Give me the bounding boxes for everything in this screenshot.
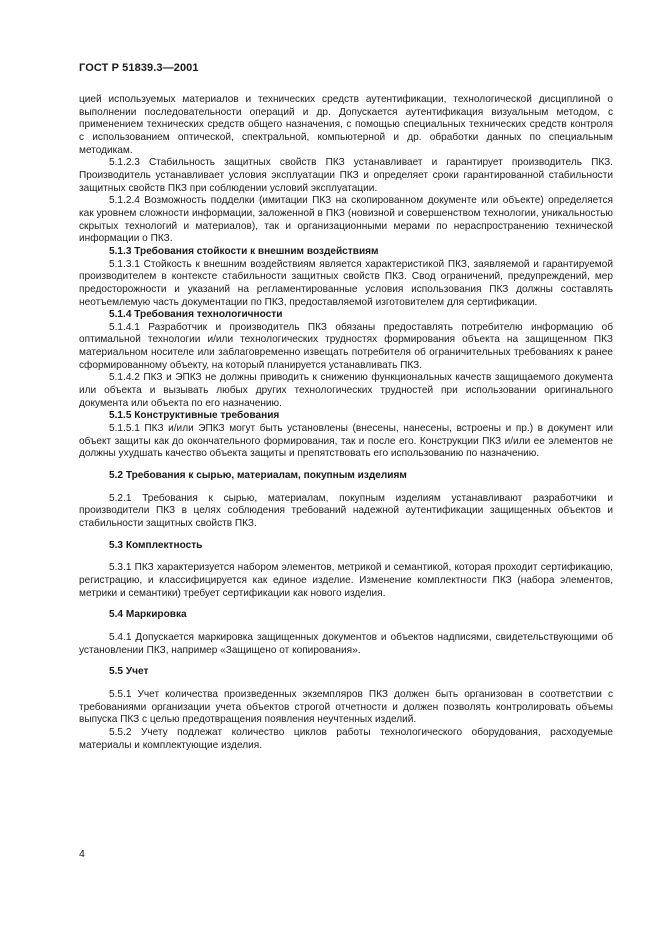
page-number: 4 [79,848,85,860]
paragraph-5-1-4-2: 5.1.4.2 ПКЗ и ЭПКЗ не должны приводить к снижению функциональных качеств защищаемого документа или объекта и вызывать любых других технологических трудностей при использовании оригинального документа или объекта по его назначению. [79,372,613,409]
paragraph-5-5-1: 5.5.1 Учет количества произведенных экземпляров ПКЗ должен быть организован в соответствии с требованиями организации учета объектов строгой отчетности и должен позволять контролировать объемы выпуска ПКЗ с целью предотвращения появления неучтенных изделий. [79,688,613,726]
paragraph-5-4-1: 5.4.1 Допускается маркировка защищенных документов и объектов надписями, свидетельствующими об установлении ПКЗ, например «Защищено от копирования». [79,631,613,656]
paragraph-5-1-3-1: 5.1.3.1 Стойкость к внешним воздействиям является характеристикой ПКЗ, заявляемой и гарантируемой производителем в контексте стабильности защитных свойств ПКЗ. Свод ограничений, предупреждений, мер предосторожности и указаний на регламентированные условия использования ПКЗ должны составлять неотъемлемую часть документации по ПКЗ, предоставляемой изготовителем для сертификации. [79,258,613,308]
paragraph-5-1-2-3: 5.1.2.3 Стабильность защитных свойств ПКЗ устанавливает и гарантирует производитель ПКЗ. Производитель устанавливает условия эксплуатации ПКЗ и определяет сроки гарантированной стабильности защитных свойств ПКЗ при соблюдении условий эксплуатации. [79,157,613,194]
paragraph-5-1-2-4: 5.1.2.4 Возможность подделки (имитации ПКЗ на скопированном документе или объекте) определяется как уровнем сложности информации, заложенной в ПКЗ (новизной и совершенством технологии, уникальностью скрытых технологий и материалов), так и организационными мерами по нераспространению технической информации о ПКЗ. [79,195,613,245]
paragraph-5-5-2: 5.5.2 Учету подлежат количество циклов работы технологического оборудования, расходуемые материалы и комплектующие изделия. [79,726,613,751]
paragraph-continuation: цией используемых материалов и технических средств аутентификации, технологической дисциплиной о выполнении последовательности операций и др. Допускается аутентификация визуальным методом, с применением технических средств общего назначения, с помощью специальных технических средств контроля с использованием оптической, спектральной, компьютерной и др. обработки данных по специальным методикам. [79,94,613,156]
heading-5-2: 5.2 Требования к сырью, материалам, покупным изделиям [109,470,407,482]
heading-5-4: 5.4 Маркировка [109,609,187,621]
heading-5-1-5: 5.1.5 Конструктивные требования [109,410,280,422]
document-body [79,94,613,752]
paragraph-5-1-4-1: 5.1.4.1 Разработчик и производитель ПКЗ обязаны предоставлять потребителю информацию об оптимальной технологии и/или технологических трудностях формирования объекта на защищенном ПКЗ материальном носителе или заблаговременно извещать потребителя об ограничительных требованиях к ранее сформированному объекту, на который планируется устанавливать ПКЗ. [79,321,613,371]
paragraph-5-1-5-1: 5.1.5.1 ПКЗ и/или ЭПКЗ могут быть установлены (внесены, нанесены, встроены и пр.) в документ или объект защиты как до окончательного формирования, так и после его. Конструкции ПКЗ и/или ее элементов не должны ухудшать качество объекта защиты и препятствовать его использованию по назначению. [79,423,613,460]
paragraph-5-2-1: 5.2.1 Требования к сырью, материалам, покупным изделиям устанавливают разработчики и производители ПКЗ в целях соблюдения требований надежной аутентификации защищенных объектов и стабильности защитных свойств ПКЗ. [79,492,613,529]
heading-5-1-3: 5.1.3 Требования стойкости к внешним воздействиям [109,245,379,257]
heading-5-5: 5.5 Учет [109,666,149,678]
document-header: ГОСТ Р 51839.3—2001 [79,62,199,74]
heading-5-3: 5.3 Комплектность [109,539,203,551]
paragraph-5-3-1: 5.3.1 ПКЗ характеризуется набором элементов, метрикой и семантикой, которая проходит сертификацию, регистрацию, и классифицируется как единое изделие. Изменение комплектности ПКЗ (набора элементов, метрики и семантики) требует сертификации как нового изделия. [79,562,613,599]
heading-5-1-4: 5.1.4 Требования технологичности [109,309,283,321]
